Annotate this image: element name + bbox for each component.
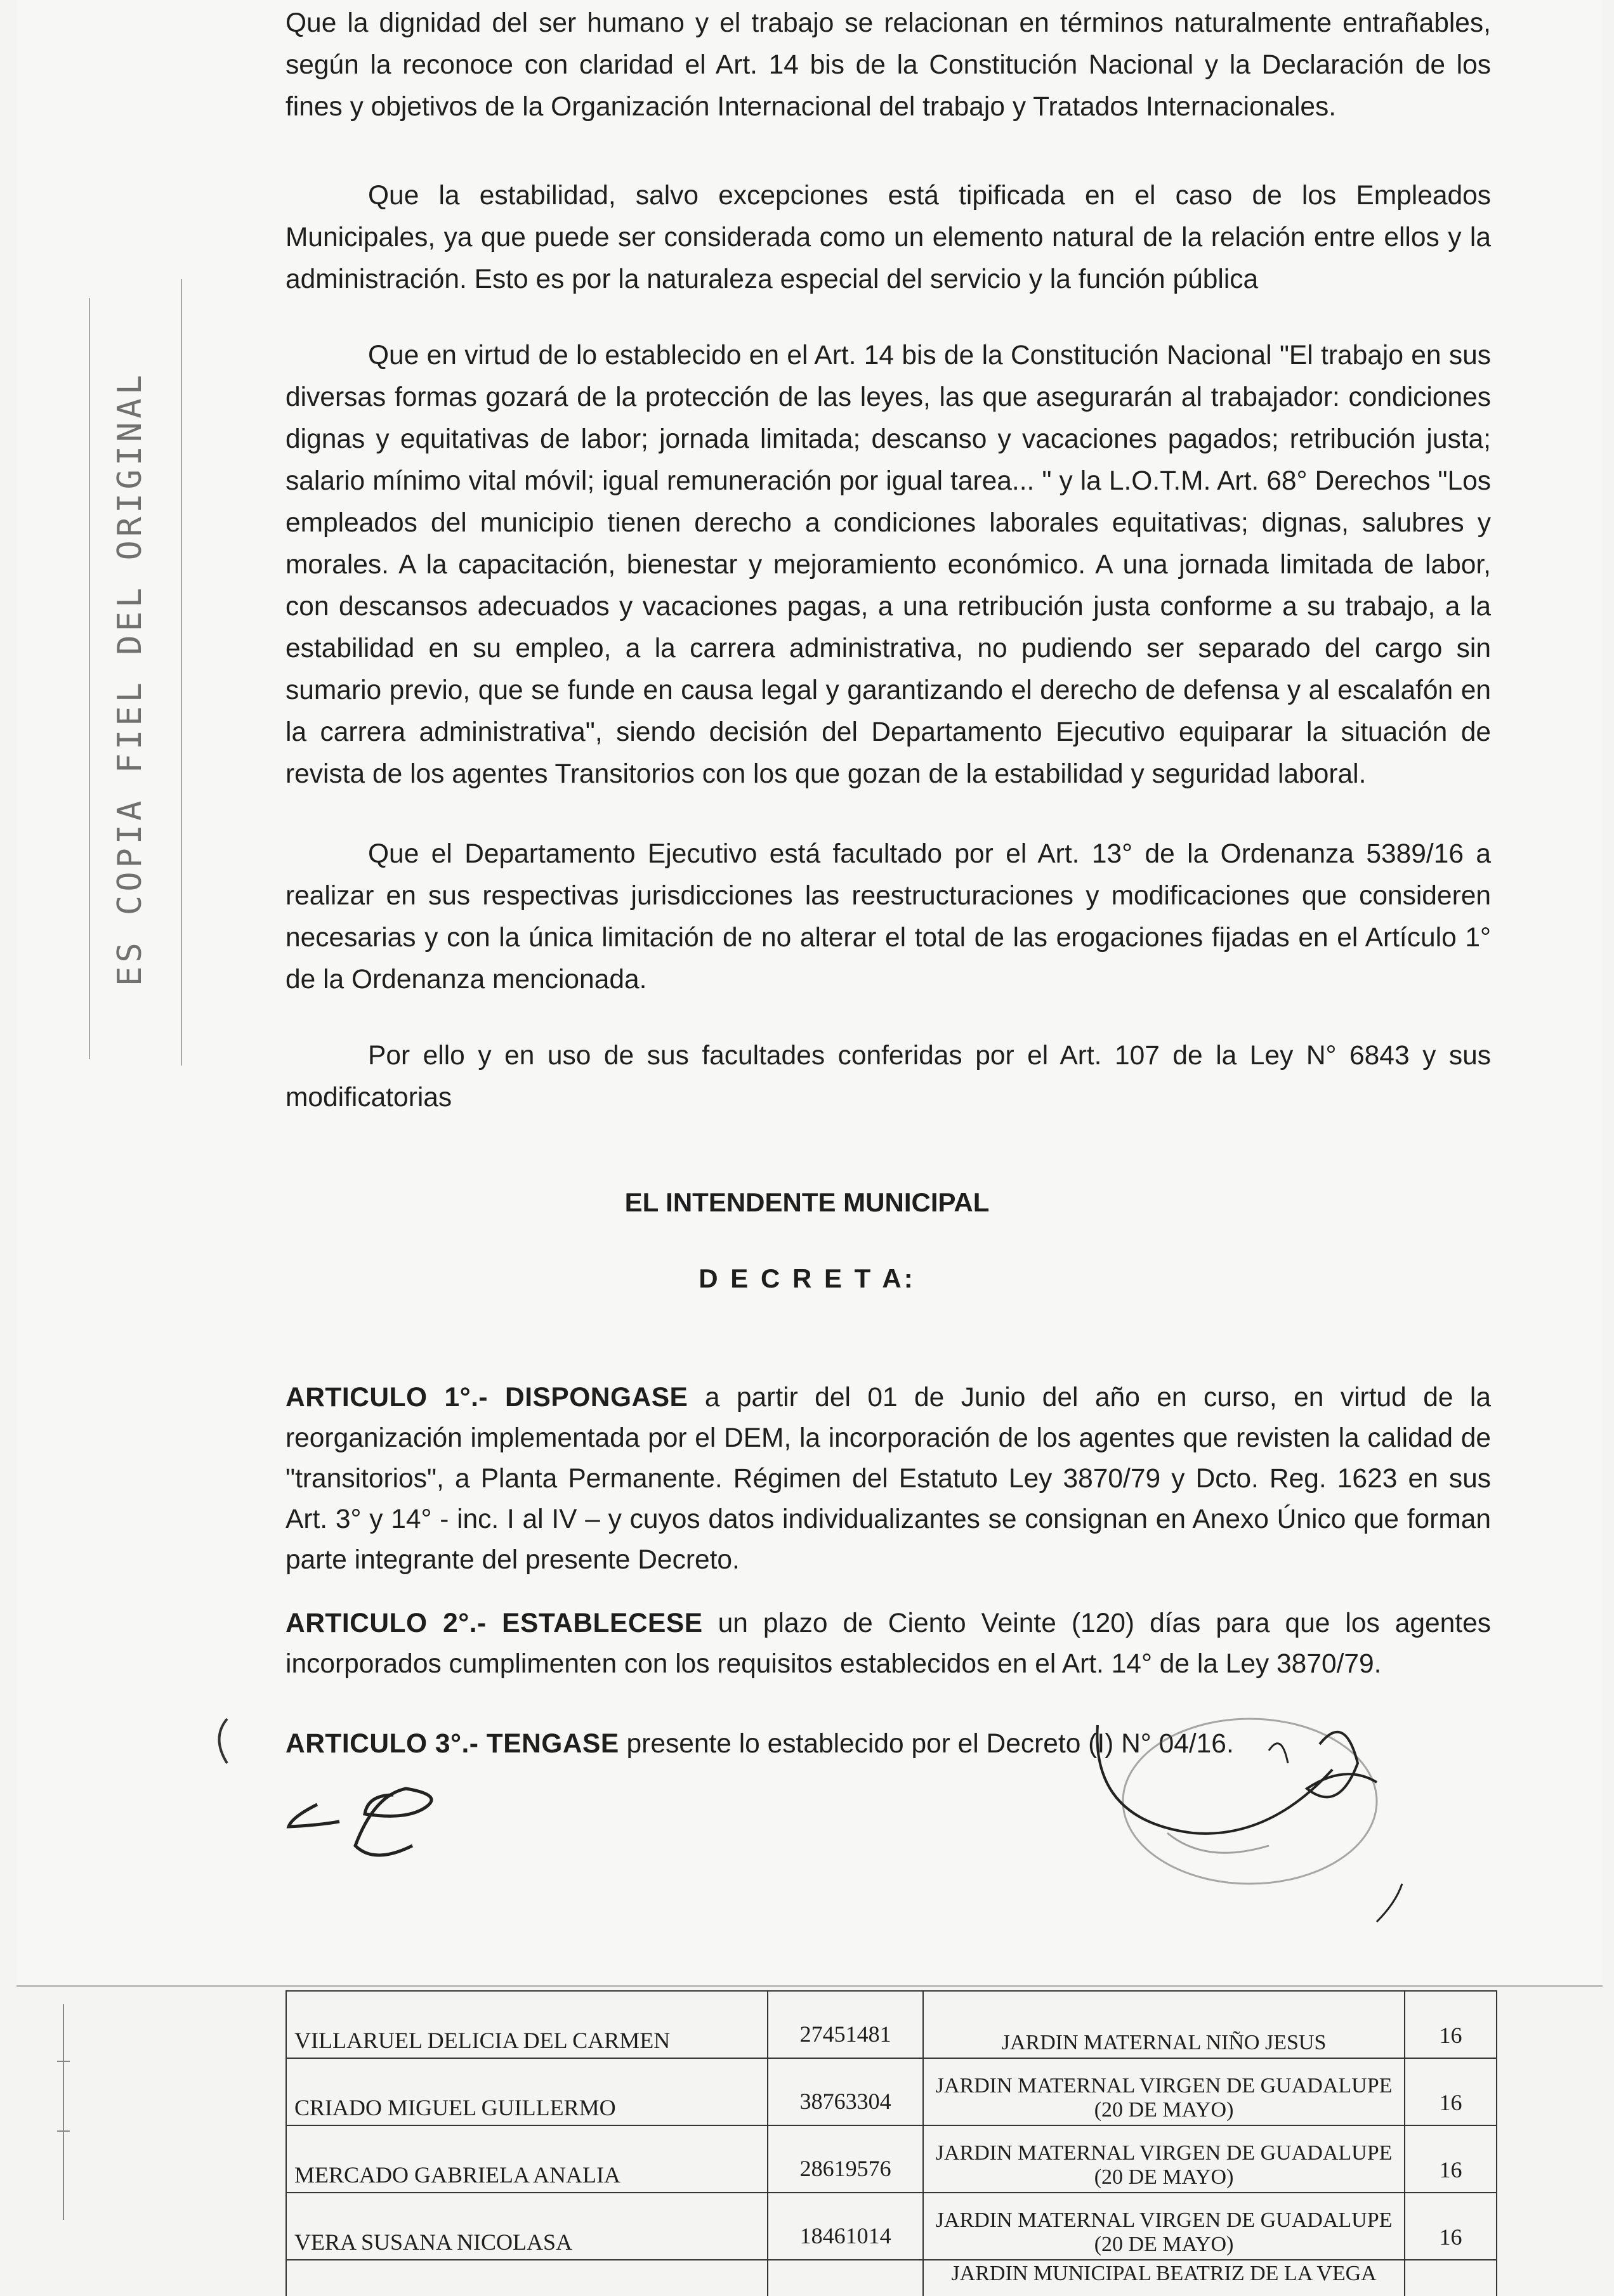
article-1 — [285, 1378, 1491, 1581]
paragraph-por-ello: Por ello y en uso de sus facultades conferidas por el Art. 107 de la Ley N° 6843 y sus modificatorias — [285, 1041, 1491, 1112]
agent-name: MERCADO GABRIELA ANALIA — [286, 2125, 768, 2193]
signature-and-seal — [1079, 1674, 1434, 1966]
article-1-label: ARTICULO 1°.- DISPONGASE — [285, 1383, 688, 1412]
paragraph-dignidad: Que la dignidad del ser humano y el trabajo se relacionan en términos naturalmente entrañables, según la reconoce con claridad el Art. 14 bis de la Constitución Nacional y la Declaración de los fines y objetivos de la Organización Internacional del trabajo y Tratados Internacionales. — [285, 8, 1491, 122]
stamp-text: ES COPIA FIEL DEL ORIGINAL — [111, 371, 149, 986]
article-3-label: ARTICULO 3°.- TENGASE — [285, 1729, 619, 1759]
agent-workplace: JARDIN MATERNAL VIRGEN DE GUADALUPE (20 DE MAYO) — [923, 2193, 1405, 2260]
handwritten-initials — [279, 1770, 482, 1877]
article-2 — [285, 1603, 1491, 1685]
agent-name: VERA SUSANA NICOLASA — [286, 2193, 768, 2260]
margin-mark — [202, 1712, 240, 1770]
heading-decree: D E C R E T A: — [699, 1263, 915, 1293]
agent-workplace: JARDIN MATERNAL NIÑO JESUS — [923, 1991, 1405, 2058]
agent-category: 16 — [1405, 1991, 1497, 2058]
agent-name: CRIADO MIGUEL GUILLERMO — [286, 2058, 768, 2125]
table-row — [286, 2058, 1497, 2125]
agent-name — [286, 2260, 768, 2296]
agent-category: 16 — [1405, 2125, 1497, 2193]
agent-name: VILLARUEL DELICIA DEL CARMEN — [286, 1991, 768, 2058]
table-row — [286, 2125, 1497, 2193]
agent-workplace: JARDIN MATERNAL VIRGEN DE GUADALUPE (20 DE MAYO) — [923, 2125, 1405, 2193]
article-3-text: presente lo establecido por el Decreto (I) N° 04/16. — [626, 1729, 1234, 1759]
table-row — [286, 2260, 1497, 2296]
agent-workplace: JARDIN MUNICIPAL BEATRIZ DE LA VEGA — [923, 2260, 1405, 2296]
annex-table — [285, 1990, 1497, 2296]
agent-dni — [768, 2260, 923, 2296]
article-1-text: a partir del 01 de Junio del año en curso, en virtud de la reorganización implementada por el DEM, la incorporación de los agentes que revisten la calidad de "transitorios", a Planta Permanente. Régimen del Estatuto Ley 3870/79 y Dcto. Reg. 1623 en sus Art. 3° y 14° - inc. I al IV – y cuyos datos individualizantes se consignan en Anexo Único que forman parte integrante del presente Decreto. — [285, 1383, 1491, 1575]
certification-stamp — [70, 273, 209, 1085]
paragraph-estabilidad: Que la estabilidad, salvo excepciones está tipificada en el caso de los Empleados Municipales, ya que puede ser considerada como un elemento natural de la relación entre ellos y la administración. Esto es por la naturaleza especial del servicio y la función pública — [285, 181, 1491, 294]
agent-workplace: JARDIN MATERNAL VIRGEN DE GUADALUPE (20 DE MAYO) — [923, 2058, 1405, 2125]
paragraph-art14bis: Que en virtud de lo establecido en el Art. 14 bis de la Constitución Nacional "El trabajo en sus diversas formas gozará de la protección de las leyes, las que asegurarán al trabajador: condiciones dignas y equitativas de labor; jornada limitada; descanso y vacaciones pagados; retribución justa; salario mínimo vital móvil; igual remuneración por igual tarea... " y la L.O.T.M. Art. 68° Derechos "Los empleados del municipio tienen derecho a condiciones laborales equitativas; dignas, salubres y morales. A la capacitación, bienestar y mejoramiento económico. A una jornada limitada de labor, con descansos adecuados y vacaciones pagas, a una retribución justa conforme a su trabajo, a la estabilidad en su empleo, a la carrera administrativa, no pudiendo ser separado del cargo sin sumario previo, que se funde en causa legal y garantizando el derecho de defensa y al escalafón en la carrera administrativa", siendo decisión del Departamento Ejecutivo equiparar la situación de revista de los agentes Transitorios con los que gozan de la estabilidad y seguridad laboral. — [285, 341, 1491, 789]
agent-category — [1405, 2260, 1497, 2296]
table-row — [286, 2193, 1497, 2260]
agent-dni: 38763304 — [768, 2058, 923, 2125]
table-row — [286, 1991, 1497, 2058]
heading-authority: EL INTENDENTE MUNICIPAL — [624, 1187, 990, 1217]
agent-category: 16 — [1405, 2193, 1497, 2260]
agent-dni: 18461014 — [768, 2193, 923, 2260]
margin-ruler-marks — [57, 2004, 76, 2220]
article-2-text: un plazo de Ciento Veinte (120) días para que los agentes incorporados cumplimenten con los requisitos establecidos en el Art. 14° de la Ley 3870/79. — [285, 1608, 1491, 1679]
agent-category: 16 — [1405, 2058, 1497, 2125]
agent-dni: 28619576 — [768, 2125, 923, 2193]
article-2-label: ARTICULO 2°.- ESTABLECESE — [285, 1608, 703, 1638]
paragraph-facultades-dem: Que el Departamento Ejecutivo está facultado por el Art. 13° de la Ordenanza 5389/16 a realizar en sus respectivas jurisdicciones las reestructuraciones y modificaciones que consideren necesarias y con la única limitación de no alterar el total de las erogaciones fijadas en el Artículo 1° de la Ordenanza mencionada. — [285, 839, 1491, 995]
agent-dni: 27451481 — [768, 1991, 923, 2058]
